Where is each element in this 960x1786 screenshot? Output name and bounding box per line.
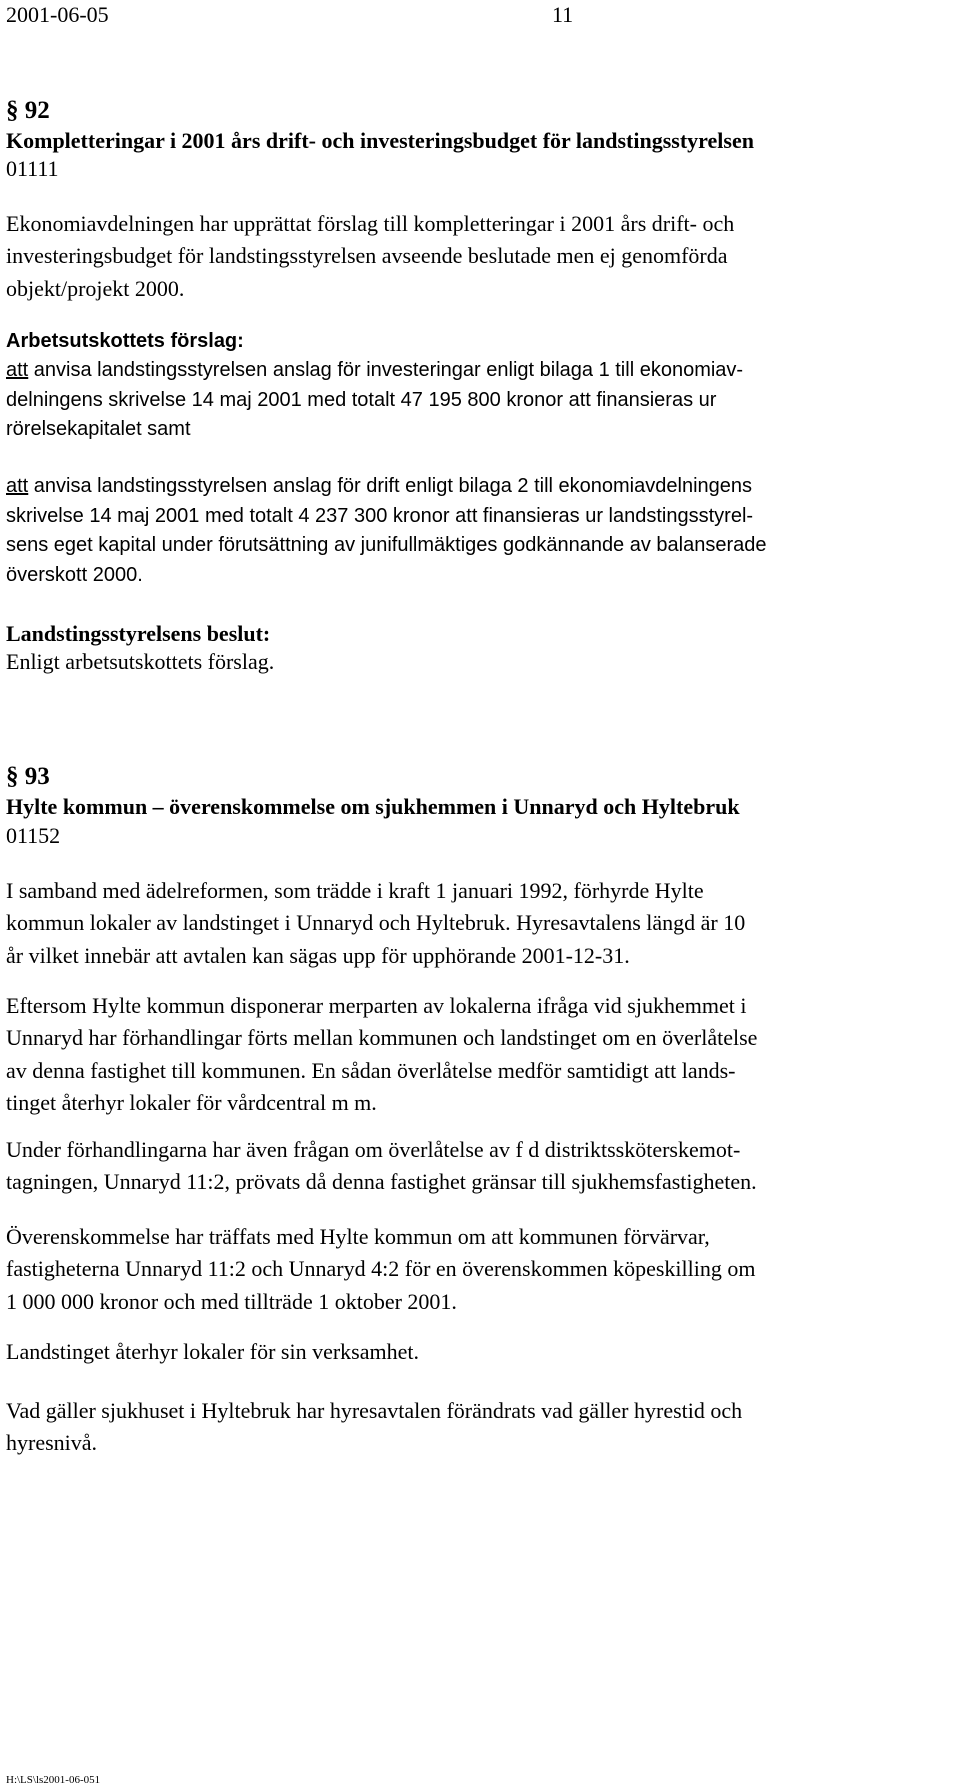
section-93-title: Hylte kommun – överenskommelse om sjukhemmen i Unnaryd och Hyltebruk	[6, 794, 740, 819]
section-93-paragraph-2	[6, 990, 946, 1120]
item-line: skrivelse 14 maj 2001 med totalt 4 237 300 kronor att finansieras ur landstingsstyrel-	[6, 504, 754, 527]
section-93-paragraph-1	[6, 875, 946, 972]
paragraph-line: av denna fastighet till kommunen. En sådan överlåtelse medför samtidigt att lands-	[6, 1057, 736, 1083]
item-line: anvisa landstingsstyrelsen anslag för investeringar enligt bilaga 1 till ekonomiav-	[28, 359, 744, 381]
section-93-paragraph-4	[6, 1221, 946, 1318]
item-line: överskott 2000.	[6, 563, 143, 586]
section-93-paragraph-5: Landstinget återhyr lokaler för sin verksamhet.	[6, 1339, 419, 1364]
paragraph-line: tinget återhyr lokaler för vårdcentral m m.	[6, 1090, 377, 1116]
proposal-heading: Arbetsutskottets förslag:	[6, 330, 244, 352]
section-92-mark: § 92	[6, 97, 50, 124]
paragraph-line: kommun lokaler av landstinget i Unnaryd och Hyltebruk. Hyresavtalens längd är 10	[6, 910, 746, 936]
intro-line: objekt/projekt 2000.	[6, 275, 185, 301]
intro-line: investeringsbudget för landstingsstyrelsen avseende beslutade men ej genomförda	[6, 243, 728, 269]
proposal-item-1	[6, 356, 946, 445]
paragraph-line: tagningen, Unnaryd 11:2, prövats då denna fastighet gränsar till sjukhemsfastigheten.	[6, 1169, 757, 1195]
paragraph-line: Eftersom Hylte kommun disponerar merparten av lokalerna ifråga vid sjukhemmet i	[6, 993, 747, 1018]
section-92-title: Kompletteringar i 2001 års drift- och investeringsbudget för landstingsstyrelsen	[6, 128, 754, 153]
header-page-number: 11	[552, 2, 574, 27]
paragraph-line: fastigheterna Unnaryd 11:2 och Unnaryd 4:2 för en överenskommen köpeskilling om	[6, 1256, 756, 1282]
paragraph-line: hyresnivå.	[6, 1430, 98, 1456]
footer-path: H:\LS\ls2001-06-051	[6, 1774, 101, 1786]
paragraph-line: Vad gäller sjukhuset i Hyltebruk har hyresavtalen förändrats vad gäller hyrestid och	[6, 1398, 743, 1423]
paragraph-line: I samband med ädelreformen, som trädde i kraft 1 januari 1992, förhyrde Hylte	[6, 878, 704, 903]
paragraph-line: år vilket innebär att avtalen kan sägas upp för upphörande 2001-12-31.	[6, 942, 630, 968]
item-line: rörelsekapitalet samt	[6, 418, 191, 440]
proposal-item-2	[6, 472, 946, 590]
decision-text: Enligt arbetsutskottets förslag.	[6, 649, 275, 674]
paragraph-line: Överenskommelse har träffats med Hylte kommun om att kommunen förvärvar,	[6, 1224, 710, 1249]
att-word: att	[6, 475, 29, 497]
section-93-paragraph-3	[6, 1134, 946, 1199]
header-date: 2001-06-05	[6, 2, 109, 27]
intro-line: Ekonomiavdelningen har upprättat förslag till kompletteringar i 2001 års drift- och	[6, 211, 735, 236]
decision-heading: Landstingsstyrelsens beslut:	[6, 621, 271, 646]
item-line: anvisa landstingsstyrelsen anslag för drift enligt bilaga 2 till ekonomiavdelningens	[28, 475, 752, 497]
paragraph-line: Unnaryd har förhandlingar förts mellan kommunen och landstinget om en överlåtelse	[6, 1025, 758, 1051]
paragraph-line: Under förhandlingarna har även frågan om överlåtelse av f d distriktssköterskemot-	[6, 1137, 741, 1162]
item-line: sens eget kapital under förutsättning av junifullmäktiges godkännande av balanserade	[6, 534, 767, 556]
att-word: att	[6, 359, 29, 381]
section-93-mark: § 93	[6, 763, 50, 790]
section-93-code: 01152	[6, 823, 61, 848]
section-93-paragraph-6	[6, 1395, 946, 1460]
paragraph-line: 1 000 000 kronor och med tillträde 1 oktober 2001.	[6, 1288, 457, 1314]
section-92-code: 01111	[6, 156, 59, 181]
item-line: delningens skrivelse 14 maj 2001 med totalt 47 195 800 kronor att finansieras ur	[6, 388, 717, 411]
section-92-intro	[6, 208, 946, 305]
